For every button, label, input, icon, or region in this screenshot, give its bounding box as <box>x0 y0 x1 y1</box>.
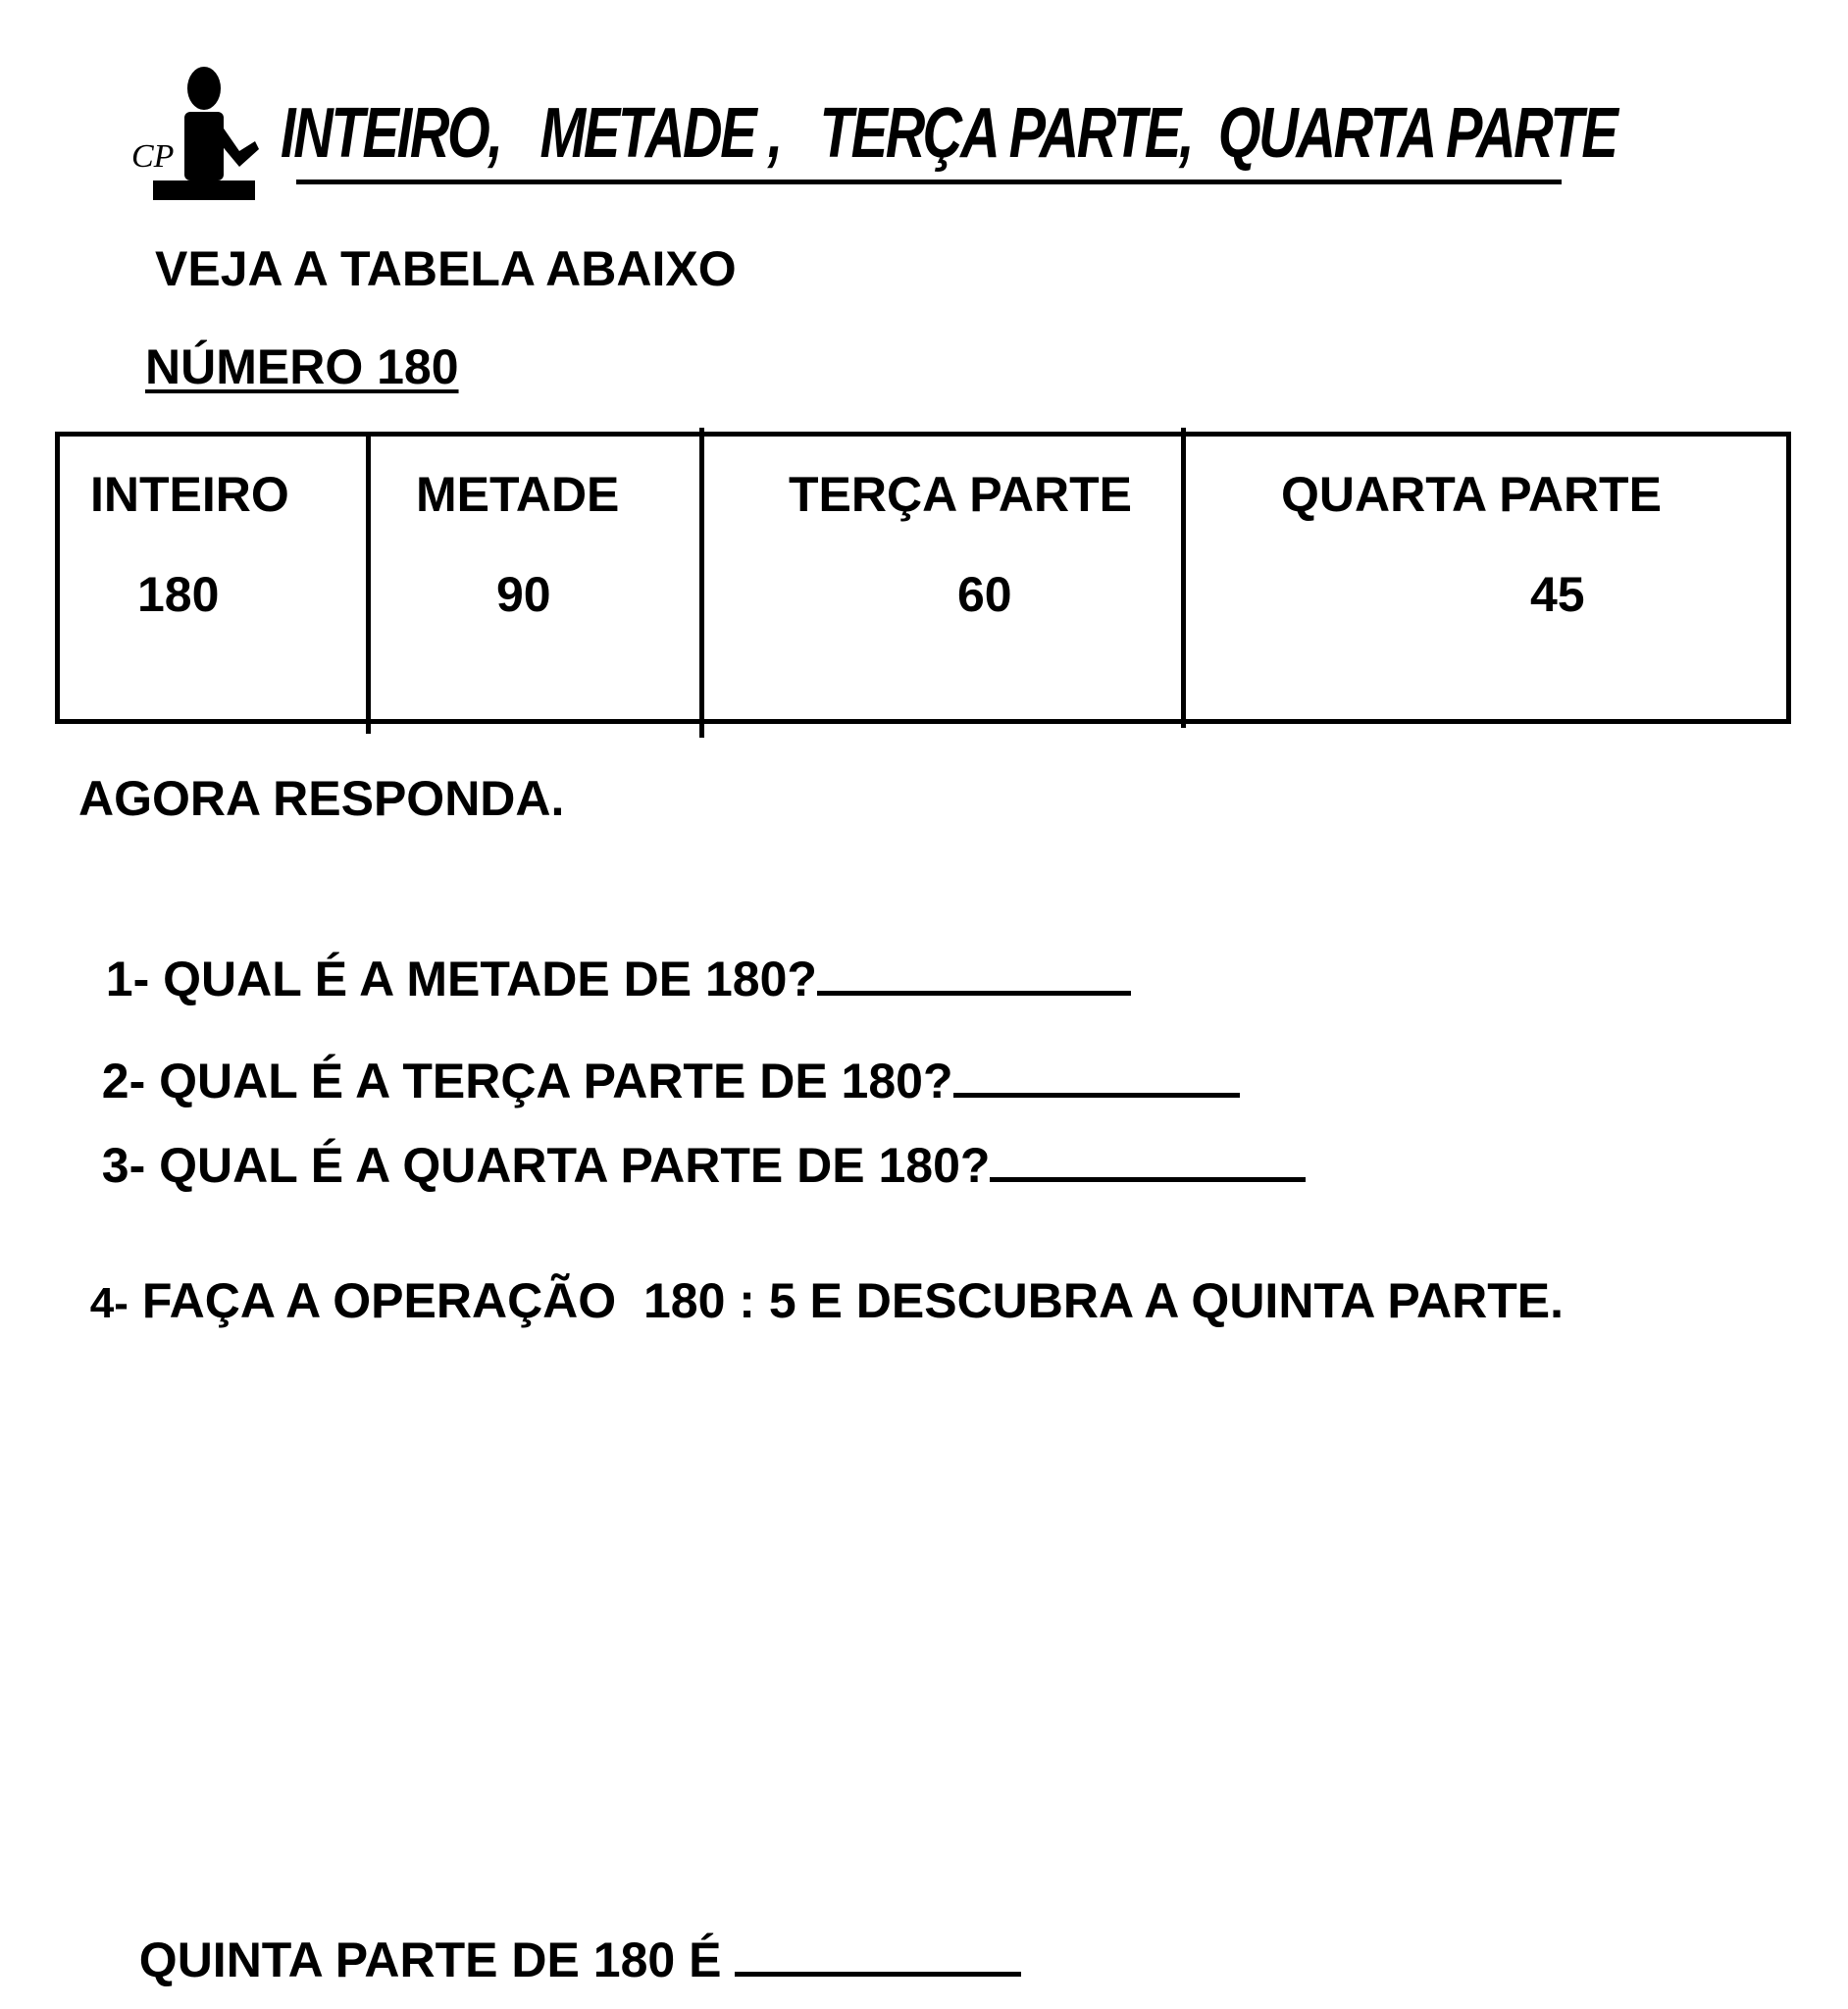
table-header-metade: METADE <box>416 467 620 522</box>
question-4-text: FAÇA A OPERAÇÃO 180 : 5 E DESCUBRA A QUINTA PARTE. <box>141 1273 1565 1328</box>
final-answer-label: QUINTA PARTE DE 180 É <box>138 1932 736 1987</box>
question-3 <box>75 1077 1306 1193</box>
logo-text: CP <box>131 138 175 175</box>
table-divider <box>1181 428 1186 728</box>
page-title: INTEIRO, METADE , TERÇA PARTE, QUARTA PARTE <box>281 94 1617 173</box>
table-divider <box>699 428 704 738</box>
table-header-terca-parte: TERÇA PARTE <box>789 467 1132 522</box>
answer-prompt: AGORA RESPONDA. <box>78 771 565 826</box>
question-3-text: 3- QUAL É A QUARTA PARTE DE 180? <box>101 1138 991 1193</box>
title-underline <box>296 180 1562 184</box>
table-header-inteiro: INTEIRO <box>90 467 289 522</box>
answer-blank-1[interactable] <box>817 946 1131 996</box>
number-heading: NÚMERO 180 <box>145 339 459 394</box>
question-4 <box>63 1218 1564 1331</box>
question-2-text: 2- QUAL É A TERÇA PARTE DE 180? <box>101 1054 953 1108</box>
table-instruction: VEJA A TABELA ABAIXO <box>155 241 737 296</box>
table-value-inteiro: 180 <box>137 567 220 622</box>
teacher-figure-icon <box>124 61 261 208</box>
table-divider <box>366 432 371 734</box>
table-value-quarta-parte: 45 <box>1530 567 1585 622</box>
final-answer-line <box>112 1872 1021 1987</box>
question-1 <box>78 891 1131 1006</box>
question-1-text: 1- QUAL É A METADE DE 180? <box>105 952 817 1006</box>
question-4-number: 4- <box>89 1279 128 1327</box>
final-answer-blank[interactable] <box>735 1927 1021 1977</box>
teacher-logo <box>124 61 261 208</box>
answer-blank-3[interactable] <box>990 1132 1306 1182</box>
table-value-terca-parte: 60 <box>957 567 1012 622</box>
table-header-quarta-parte: QUARTA PARTE <box>1281 467 1662 522</box>
table-value-metade: 90 <box>496 567 551 622</box>
